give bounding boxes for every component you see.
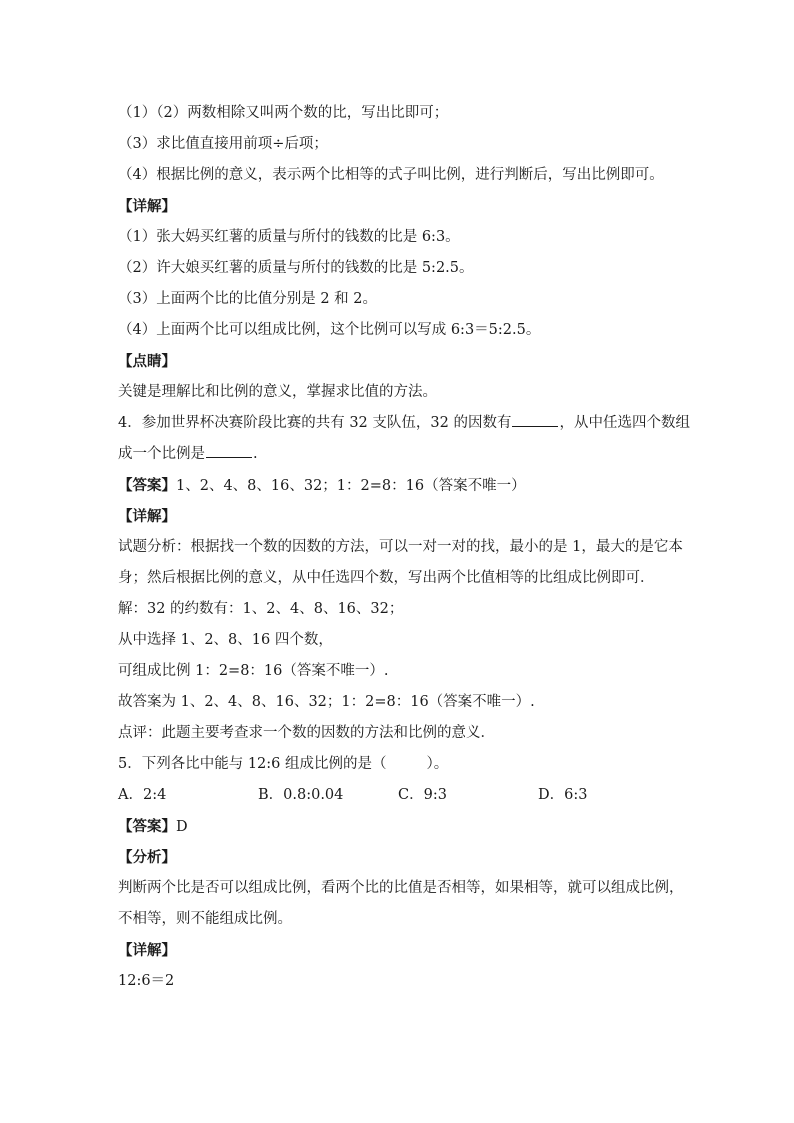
text-line: 故答案为 1、2、4、8、16、32；1：2=8：16（答案不唯一）. xyxy=(118,694,535,710)
option-b: B．0.8:0.04 xyxy=(258,787,344,803)
text-line: 判断两个比是否可以组成比例，看两个比的比值是否相等，如果相等，就可以组成比例， xyxy=(118,880,684,896)
text-line: 解：32 的约数有：1、2、4、8、16、32； xyxy=(118,601,404,617)
answer-text: 1、2、4、8、16、32；1：2=8：16（答案不唯一） xyxy=(176,478,526,494)
section-tag-detail: 【详解】 xyxy=(118,198,176,215)
q5-text: 5．下列各比中能与 12:6 组成比例的是（ xyxy=(118,756,387,772)
q4-text: 4．参加世界杯决赛阶段比赛的共有 32 支队伍，32 的因数有 xyxy=(118,415,512,431)
text-line: 身；然后根据比例的意义，从中任选四个数，写出两个比值相等的比组成比例即可． xyxy=(118,570,655,586)
q5-text: ）。 xyxy=(426,756,449,772)
option-a: A．2:4 xyxy=(118,787,167,803)
text-line: 可组成比例 1：2=8：16（答案不唯一）. xyxy=(118,663,389,679)
q4-text: ，从中任选四个数组 xyxy=(559,415,690,431)
answer-blank xyxy=(206,443,252,458)
text-line: （1）张大妈买红薯的质量与所付的钱数的比是 6:3。 xyxy=(118,229,460,245)
section-tag-comment: 【点睛】 xyxy=(118,353,176,370)
text-line: 点评：此题主要考查求一个数的因数的方法和比例的意义． xyxy=(118,725,495,741)
answer-blank xyxy=(512,412,558,427)
q4-detail-tag: 【详解】 xyxy=(118,508,176,525)
text-line: 不相等，则不能组成比例。 xyxy=(118,911,292,927)
text-line: 从中选择 1、2、8、16 四个数， xyxy=(118,632,333,648)
text-line: （3）上面两个比的比值分别是 2 和 2。 xyxy=(118,291,378,307)
page-content xyxy=(118,98,698,997)
answer-text: D xyxy=(176,819,188,835)
q5-analysis-tag: 【分析】 xyxy=(118,849,176,866)
q4-text: . xyxy=(253,446,258,462)
answer-tag: 【答案】 xyxy=(118,818,176,835)
q5-detail-tag: 【详解】 xyxy=(118,942,176,959)
text-line: 12:6＝2 xyxy=(118,973,175,989)
answer-tag: 【答案】 xyxy=(118,477,176,494)
q5-options xyxy=(118,780,698,811)
text-line: （1）（2）两数相除又叫两个数的比，写出比即可； xyxy=(118,105,449,121)
option-d: D．6:3 xyxy=(538,787,588,803)
q4-answer xyxy=(118,470,698,501)
text-line: （2）许大娘买红薯的质量与所付的钱数的比是 5:2.5。 xyxy=(118,260,474,276)
option-c: C．9:3 xyxy=(398,787,447,803)
comment-text: 关键是理解比和比例的意义，掌握求比值的方法。 xyxy=(118,384,437,400)
text-line: （4）根据比例的意义，表示两个比相等的式子叫比例，进行判断后，写出比例即可。 xyxy=(118,167,664,183)
text-line: （4）上面两个比可以组成比例，这个比例可以写成 6:3＝5:2.5。 xyxy=(118,322,541,338)
question-5-stem xyxy=(118,749,698,780)
question-4-line-2 xyxy=(118,439,698,470)
q5-answer xyxy=(118,811,698,842)
text-line: 试题分析：根据找一个数的因数的方法，可以一对一对的找，最小的是 1，最大的是它本 xyxy=(118,539,683,555)
q4-text: 成一个比例是 xyxy=(118,446,205,462)
question-4-line-1 xyxy=(118,408,698,439)
text-line: （3）求比值直接用前项÷后项； xyxy=(118,136,328,152)
